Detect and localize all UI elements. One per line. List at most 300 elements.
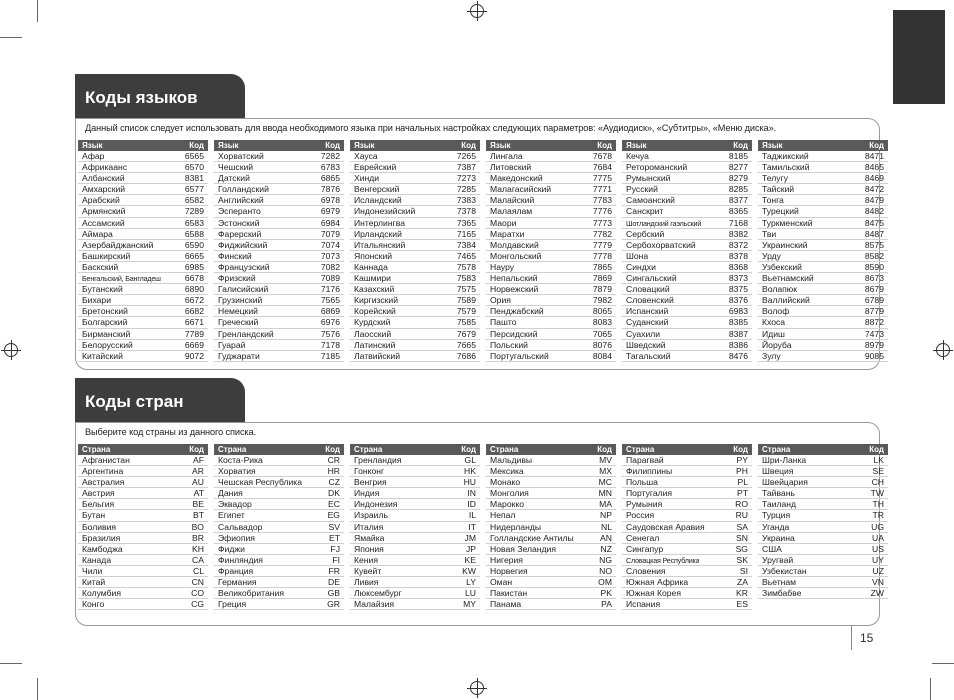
- country-name: Россия: [626, 510, 655, 521]
- table-row: [758, 466, 888, 477]
- table-row: [486, 195, 616, 206]
- language-name: Кечуа: [626, 151, 649, 161]
- table-row: [622, 577, 752, 588]
- language-name: Маратхи: [490, 228, 525, 239]
- table-row: [350, 229, 480, 240]
- language-code: 8376: [728, 295, 748, 306]
- language-code: 6565: [184, 151, 204, 161]
- language-name: Хорватский: [218, 151, 264, 161]
- language-code: 6570: [184, 162, 204, 173]
- table-row: [78, 273, 208, 284]
- table-row: [78, 317, 208, 328]
- table-row: [214, 599, 344, 610]
- country-name: Италия: [354, 521, 384, 532]
- header-name: Язык: [626, 141, 647, 150]
- language-name: Тамильский: [762, 162, 810, 173]
- table-row: [78, 455, 208, 466]
- language-name: Африкаанс: [82, 162, 128, 173]
- language-code: 7185: [320, 350, 340, 361]
- language-code: 8375: [728, 284, 748, 295]
- table-row: [350, 317, 480, 328]
- language-code: 7776: [592, 206, 612, 217]
- language-name: Фарерский: [218, 228, 262, 239]
- country-column: [214, 444, 344, 610]
- language-name: Волоф: [762, 306, 790, 317]
- language-code: 7589: [456, 295, 476, 306]
- language-name: Каннада: [354, 261, 388, 272]
- country-code: AU: [192, 477, 204, 488]
- language-code: 8679: [864, 284, 884, 295]
- country-code: LK: [873, 455, 884, 465]
- table-row: [78, 588, 208, 599]
- table-row: [78, 340, 208, 351]
- table-row: [622, 499, 752, 510]
- language-name: Синдхи: [626, 261, 656, 272]
- country-name: Сальвадор: [218, 521, 263, 532]
- language-code: 6669: [184, 339, 204, 350]
- country-code: CG: [191, 599, 204, 610]
- country-name: Австрия: [82, 488, 115, 499]
- table-row: [350, 306, 480, 317]
- country-name: Египет: [218, 510, 245, 521]
- country-name: Нидерланды: [490, 521, 542, 532]
- language-name: Бирманский: [82, 328, 131, 339]
- language-code: 7684: [592, 162, 612, 173]
- country-code: GL: [464, 455, 476, 465]
- language-code: 6979: [320, 206, 340, 217]
- table-row: [486, 477, 616, 488]
- table-row: [622, 284, 752, 295]
- language-code: 7879: [592, 284, 612, 295]
- table-row: [486, 340, 616, 351]
- language-name: Пенджабский: [490, 306, 544, 317]
- language-code: 7387: [456, 162, 476, 173]
- country-name: Узбекистан: [762, 565, 807, 576]
- table-row: [78, 533, 208, 544]
- column-header: [758, 140, 888, 151]
- country-code: PK: [600, 588, 612, 599]
- column-header: [758, 444, 888, 455]
- country-name: Украина: [762, 532, 795, 543]
- language-code: 7178: [320, 339, 340, 350]
- country-code: KR: [736, 588, 748, 599]
- table-row: [622, 522, 752, 533]
- country-name: Франция: [218, 565, 254, 576]
- language-code: 8387: [728, 328, 748, 339]
- country-name: Вьетнам: [762, 577, 797, 588]
- table-row: [622, 317, 752, 328]
- country-code: UA: [872, 532, 884, 543]
- language-name: Гуджарати: [218, 350, 260, 361]
- table-row: [214, 510, 344, 521]
- language-code: 8279: [728, 173, 748, 184]
- table-row: [78, 162, 208, 173]
- country-code: MV: [599, 455, 612, 465]
- table-row: [350, 195, 480, 206]
- language-name: Итальянский: [354, 239, 406, 250]
- country-name: Швейцария: [762, 477, 808, 488]
- country-name: Польша: [626, 477, 658, 488]
- table-row: [350, 184, 480, 195]
- language-code: 7473: [864, 328, 884, 339]
- table-row: [486, 522, 616, 533]
- column-header: [214, 140, 344, 151]
- column-header: [78, 140, 208, 151]
- language-code: 7165: [456, 228, 476, 239]
- country-name: Сингапур: [626, 543, 664, 554]
- table-row: [78, 151, 208, 162]
- country-name: Мальдивы: [490, 455, 533, 465]
- country-name: Аргентина: [82, 466, 124, 477]
- country-code: RO: [735, 499, 748, 510]
- header-code: Код: [869, 141, 884, 150]
- country-name: Испания: [626, 599, 661, 610]
- language-code: 8476: [728, 350, 748, 361]
- language-name: Венгерский: [354, 184, 400, 195]
- country-name: Ямайка: [354, 532, 385, 543]
- language-name: Суданский: [626, 317, 669, 328]
- language-name: Еврейский: [354, 162, 397, 173]
- table-row: [758, 317, 888, 328]
- language-name: Молдавский: [490, 239, 539, 250]
- language-name: Тагальский: [626, 350, 671, 361]
- language-code: 8285: [728, 184, 748, 195]
- language-code: 8872: [864, 317, 884, 328]
- table-row: [486, 262, 616, 273]
- language-code: 6682: [184, 306, 204, 317]
- table-row: [350, 566, 480, 577]
- table-row: [758, 477, 888, 488]
- country-code: LU: [465, 588, 476, 599]
- language-name: Монгольский: [490, 250, 542, 261]
- language-name: Волапюк: [762, 284, 797, 295]
- table-row: [758, 329, 888, 340]
- table-row: [214, 284, 344, 295]
- country-code: EG: [327, 510, 340, 521]
- language-name: Словенский: [626, 295, 674, 306]
- header-name: Страна: [626, 445, 655, 454]
- country-code: GB: [327, 588, 340, 599]
- chapter-tab: [893, 10, 945, 104]
- header-code: Код: [733, 141, 748, 150]
- country-code: UY: [872, 554, 884, 565]
- table-row: [214, 251, 344, 262]
- column-header: [214, 444, 344, 455]
- language-code: 8386: [728, 339, 748, 350]
- country-code: MC: [598, 477, 612, 488]
- language-code: 8575: [864, 239, 884, 250]
- table-row: [486, 510, 616, 521]
- country-code: HK: [464, 466, 476, 477]
- country-code: ES: [736, 599, 748, 610]
- country-code: FI: [332, 554, 340, 565]
- column-header: [78, 444, 208, 455]
- language-name: Персидский: [490, 328, 538, 339]
- language-code: 7665: [456, 339, 476, 350]
- language-name: Азербайджанский: [82, 239, 154, 250]
- language-name: Украинский: [762, 239, 808, 250]
- language-name: Гуарай: [218, 339, 246, 350]
- header-code: Код: [189, 445, 204, 454]
- table-row: [622, 206, 752, 217]
- table-row: [622, 488, 752, 499]
- table-row: [350, 588, 480, 599]
- language-name: Фризский: [218, 273, 256, 284]
- table-row: [486, 206, 616, 217]
- table-row: [350, 273, 480, 284]
- language-code: 8472: [864, 184, 884, 195]
- table-row: [486, 499, 616, 510]
- country-name: Кения: [354, 554, 378, 565]
- table-row: [758, 499, 888, 510]
- country-name: Кувейт: [354, 565, 382, 576]
- country-code: ID: [467, 499, 476, 510]
- country-name: Монако: [490, 477, 521, 488]
- table-row: [350, 251, 480, 262]
- table-row: [622, 218, 752, 229]
- table-row: [214, 273, 344, 284]
- country-code: PL: [737, 477, 748, 488]
- table-row: [350, 455, 480, 466]
- table-row: [622, 588, 752, 599]
- table-row: [78, 555, 208, 566]
- country-name: Монголия: [490, 488, 529, 499]
- country-code: DK: [328, 488, 340, 499]
- language-name: Малагасийский: [490, 184, 552, 195]
- language-code: 6783: [320, 162, 340, 173]
- language-code: 7073: [320, 250, 340, 261]
- language-column: [214, 140, 344, 362]
- country-column: [350, 444, 480, 610]
- country-name: Германия: [218, 577, 257, 588]
- table-row: [486, 295, 616, 306]
- column-header: [486, 444, 616, 455]
- country-code: CN: [191, 577, 204, 588]
- language-name: Белорусский: [82, 339, 133, 350]
- column-header: [622, 140, 752, 151]
- table-row: [350, 162, 480, 173]
- country-name: Парагвай: [626, 455, 664, 465]
- country-code: UZ: [872, 565, 884, 576]
- table-row: [622, 555, 752, 566]
- language-code: 8385: [728, 317, 748, 328]
- table-row: [78, 522, 208, 533]
- registration-mark-icon: [470, 4, 484, 18]
- table-row: [214, 173, 344, 184]
- language-name: Валлийский: [762, 295, 810, 306]
- country-code: IN: [467, 488, 476, 499]
- language-code: 8471: [864, 151, 884, 161]
- table-row: [622, 351, 752, 362]
- table-row: [622, 173, 752, 184]
- language-name: Французский: [218, 261, 270, 272]
- country-name: Колумбия: [82, 588, 121, 599]
- table-row: [486, 577, 616, 588]
- country-name: Фиджи: [218, 543, 245, 554]
- country-code: CR: [327, 455, 340, 465]
- table-row: [486, 488, 616, 499]
- language-code: 6978: [320, 195, 340, 206]
- table-row: [78, 206, 208, 217]
- table-row: [486, 455, 616, 466]
- language-name: Армянский: [82, 206, 126, 217]
- language-code: 7285: [456, 184, 476, 195]
- table-row: [486, 306, 616, 317]
- country-name: Сенегал: [626, 532, 660, 543]
- country-name: Индия: [354, 488, 380, 499]
- table-row: [78, 544, 208, 555]
- language-column: [758, 140, 888, 362]
- country-name: Словацкая Республика: [626, 555, 700, 565]
- column-header: [350, 444, 480, 455]
- table-row: [486, 284, 616, 295]
- language-name: Ирландский: [354, 228, 402, 239]
- country-name: Гонконг: [354, 466, 385, 477]
- table-row: [350, 240, 480, 251]
- table-row: [622, 229, 752, 240]
- country-name: Чили: [82, 565, 103, 576]
- header-name: Страна: [354, 445, 383, 454]
- country-name: Нигерия: [490, 554, 523, 565]
- language-code: 8469: [864, 173, 884, 184]
- language-code: 7289: [184, 206, 204, 217]
- table-row: [486, 151, 616, 162]
- country-code: AF: [193, 455, 204, 465]
- table-row: [486, 317, 616, 328]
- language-name: Китайский: [82, 350, 123, 361]
- country-code: MY: [463, 599, 476, 610]
- language-name: Казахский: [354, 284, 395, 295]
- language-code: 6582: [184, 195, 204, 206]
- language-code: 6984: [320, 217, 340, 228]
- language-code: 6577: [184, 184, 204, 195]
- country-code: SN: [736, 532, 748, 543]
- table-row: [78, 295, 208, 306]
- table-row: [214, 229, 344, 240]
- table-row: [78, 566, 208, 577]
- table-row: [78, 477, 208, 488]
- language-name: Кхоса: [762, 317, 786, 328]
- country-name: Южная Африка: [626, 577, 689, 588]
- language-name: Баскский: [82, 261, 119, 272]
- language-name: Сербохорватский: [626, 239, 696, 250]
- country-name: Португалия: [626, 488, 673, 499]
- language-code: 7775: [592, 173, 612, 184]
- header-code: Код: [325, 445, 340, 454]
- table-row: [622, 510, 752, 521]
- table-row: [350, 544, 480, 555]
- header-name: Язык: [82, 141, 103, 150]
- header-code: Код: [461, 445, 476, 454]
- country-code: DE: [328, 577, 340, 588]
- language-name: Курдский: [354, 317, 391, 328]
- header-name: Язык: [354, 141, 375, 150]
- country-code: JP: [465, 543, 476, 554]
- table-row: [486, 566, 616, 577]
- table-row: [622, 273, 752, 284]
- country-name: Китай: [82, 577, 106, 588]
- country-code: PY: [736, 455, 748, 465]
- table-row: [758, 306, 888, 317]
- language-code: 7565: [320, 295, 340, 306]
- country-code: SG: [735, 543, 748, 554]
- table-row: [350, 329, 480, 340]
- country-name: Саудовская Аравия: [626, 521, 705, 532]
- table-row: [622, 162, 752, 173]
- country-name: Румыния: [626, 499, 663, 510]
- country-name: Швеция: [762, 466, 794, 477]
- table-row: [486, 351, 616, 362]
- country-name: Конго: [82, 599, 105, 610]
- language-name: Латвийский: [354, 350, 400, 361]
- table-row: [758, 488, 888, 499]
- language-name: Сингальский: [626, 273, 677, 284]
- country-name: Хорватия: [218, 466, 256, 477]
- country-code: SV: [328, 521, 340, 532]
- language-name: Бихари: [82, 295, 111, 306]
- table-row: [350, 477, 480, 488]
- language-code: 7575: [456, 284, 476, 295]
- header-name: Страна: [218, 445, 247, 454]
- country-name: США: [762, 543, 782, 554]
- country-code: KW: [462, 565, 476, 576]
- language-name: Чешский: [218, 162, 254, 173]
- country-name: Греция: [218, 599, 247, 610]
- language-column: [486, 140, 616, 362]
- table-row: [214, 351, 344, 362]
- table-row: [758, 173, 888, 184]
- country-name: Гренландия: [354, 455, 402, 465]
- table-row: [78, 329, 208, 340]
- table-row: [758, 455, 888, 466]
- language-name: Немецкий: [218, 306, 258, 317]
- language-code: 9072: [184, 350, 204, 361]
- country-name: Таиланд: [762, 499, 796, 510]
- language-code: 7079: [320, 228, 340, 239]
- table-row: [350, 555, 480, 566]
- language-code: 7384: [456, 239, 476, 250]
- table-row: [350, 510, 480, 521]
- country-name: Мексика: [490, 466, 524, 477]
- language-name: Идиш: [762, 328, 785, 339]
- country-name: Боливия: [82, 521, 117, 532]
- language-name: Лаосский: [354, 328, 392, 339]
- language-code: 7576: [320, 328, 340, 339]
- table-row: [350, 218, 480, 229]
- country-code: GR: [327, 599, 340, 610]
- table-row: [486, 218, 616, 229]
- country-code: AR: [192, 466, 204, 477]
- country-code: SI: [739, 565, 748, 576]
- country-name: Уругвай: [762, 554, 794, 565]
- language-name: Маори: [490, 217, 517, 228]
- language-code: 7578: [456, 261, 476, 272]
- table-row: [214, 488, 344, 499]
- table-row: [214, 588, 344, 599]
- table-row: [78, 599, 208, 610]
- country-name: Дания: [218, 488, 243, 499]
- country-name: Коста-Рика: [218, 455, 263, 465]
- language-code: 9085: [864, 350, 884, 361]
- countries-panel: [75, 422, 884, 626]
- language-code: 6985: [184, 261, 204, 272]
- language-name: Норвежский: [490, 284, 539, 295]
- language-name: Сербский: [626, 228, 665, 239]
- language-name: Галисийский: [218, 284, 269, 295]
- country-name: Ливия: [354, 577, 379, 588]
- table-row: [78, 351, 208, 362]
- country-column: [78, 444, 208, 610]
